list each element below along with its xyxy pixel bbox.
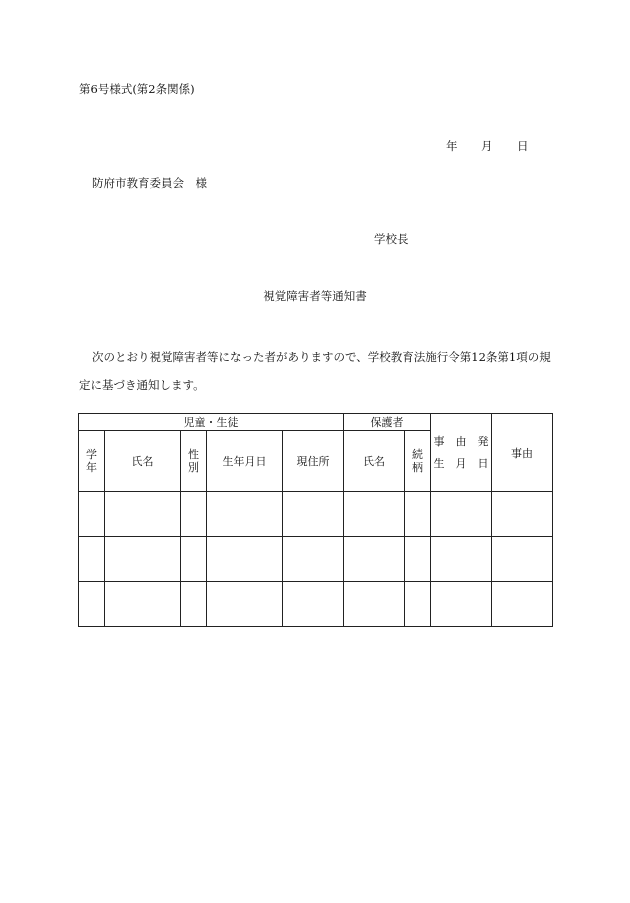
col-event-date bbox=[431, 414, 492, 492]
document-title: 視覚障害者等通知書 bbox=[263, 289, 367, 303]
table-cell[interactable] bbox=[344, 582, 405, 627]
table-cell[interactable] bbox=[431, 537, 492, 582]
table-cell[interactable] bbox=[207, 492, 283, 537]
group-header-student: 児童・生徒 bbox=[79, 414, 344, 431]
col-student-name: 氏名 bbox=[105, 431, 181, 492]
table-cell[interactable] bbox=[431, 582, 492, 627]
col-address: 現住所 bbox=[283, 431, 344, 492]
table-cell[interactable] bbox=[405, 537, 431, 582]
col-relation-char2: 柄 bbox=[412, 461, 423, 474]
table-row bbox=[79, 582, 553, 627]
table-cell[interactable] bbox=[181, 537, 207, 582]
table-cell[interactable] bbox=[79, 582, 105, 627]
col-guardian-name: 氏名 bbox=[344, 431, 405, 492]
date-month-label: 月 bbox=[481, 139, 493, 153]
col-grade bbox=[79, 431, 105, 492]
table-cell[interactable] bbox=[105, 582, 181, 627]
col-reason: 事由 bbox=[492, 414, 553, 492]
table-row bbox=[79, 537, 553, 582]
table-cell[interactable] bbox=[344, 537, 405, 582]
table-cell[interactable] bbox=[105, 492, 181, 537]
body-text: 次のとおり視覚障害者等になった者がありますので、学校教育法施行令第12条第1項の規定に基づき通知します。 bbox=[79, 350, 551, 392]
table-cell[interactable] bbox=[344, 492, 405, 537]
table-cell[interactable] bbox=[405, 492, 431, 537]
form-number: 第6号様式(第2条関係) bbox=[79, 82, 195, 96]
col-grade-char2: 年 bbox=[86, 461, 97, 474]
table-cell[interactable] bbox=[283, 582, 344, 627]
group-header-guardian: 保護者 bbox=[344, 414, 431, 431]
col-relation bbox=[405, 431, 431, 492]
col-relation-char1: 続 bbox=[412, 448, 423, 461]
sender: 学校長 bbox=[374, 232, 409, 246]
col-event-date-line1: 事 由 発 bbox=[433, 434, 489, 448]
col-event-date-line2: 生 月 日 bbox=[433, 456, 489, 470]
table-cell[interactable] bbox=[431, 492, 492, 537]
table-cell[interactable] bbox=[283, 537, 344, 582]
col-gender-char2: 別 bbox=[188, 461, 199, 474]
table-cell[interactable] bbox=[492, 492, 553, 537]
addressee: 防府市教育委員会 様 bbox=[92, 176, 207, 190]
date-year-label: 年 bbox=[446, 139, 458, 153]
table-cell[interactable] bbox=[492, 537, 553, 582]
table-row bbox=[79, 492, 553, 537]
col-birthdate: 生年月日 bbox=[207, 431, 283, 492]
col-gender bbox=[181, 431, 207, 492]
notification-table bbox=[78, 413, 553, 627]
table-cell[interactable] bbox=[405, 582, 431, 627]
table-cell[interactable] bbox=[79, 537, 105, 582]
table-cell[interactable] bbox=[492, 582, 553, 627]
table-cell[interactable] bbox=[181, 582, 207, 627]
col-gender-char1: 性 bbox=[188, 448, 199, 461]
table-cell[interactable] bbox=[105, 537, 181, 582]
table-cell[interactable] bbox=[181, 492, 207, 537]
table-cell[interactable] bbox=[207, 537, 283, 582]
table-cell[interactable] bbox=[79, 492, 105, 537]
table-cell[interactable] bbox=[207, 582, 283, 627]
table-cell[interactable] bbox=[283, 492, 344, 537]
date-day-label: 日 bbox=[517, 139, 529, 153]
col-grade-char1: 学 bbox=[86, 448, 97, 461]
